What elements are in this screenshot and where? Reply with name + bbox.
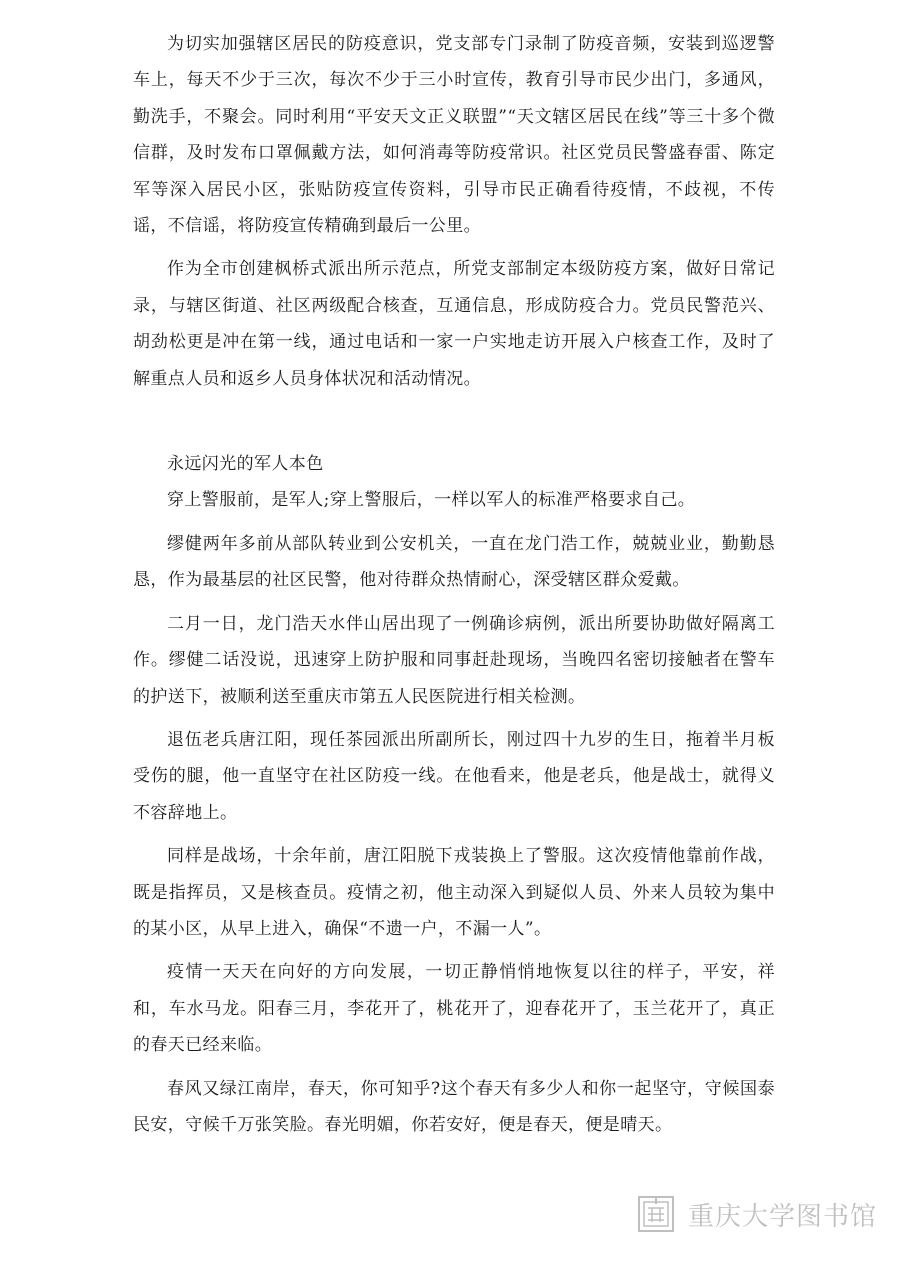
paragraph: 同样是战场，十余年前，唐江阳脱下戎装换上了警服。这次疫情他靠前作战，既是指挥员，又是核查员。疫情之初，他主动深入到疑似人员、外来人员较为集中的某小区，从早上进入，确保“不遗一户，不漏一人”。 — [133, 846, 775, 939]
paragraph: 缪健两年多前从部队转业到公安机关，一直在龙门浩工作，兢兢业业，勤勤恳恳，作为最基层的社区民警，他对待群众热情耐心，深受辖区群众爱戴。 — [133, 533, 775, 591]
article-body — [133, 26, 775, 1150]
paragraph: 穿上警服前，是军人;穿上警服后，一样以军人的标准严格要求自己。 — [167, 490, 696, 511]
section-spacer — [133, 404, 775, 446]
section-heading: 永远闪光的军人本色 — [167, 454, 324, 475]
library-seal-icon — [636, 1194, 676, 1234]
paragraph: 作为全市创建枫桥式派出所示范点，所党支部制定本级防疫方案，做好日常记录，与辖区街道、社区两级配合核查，互通信息，形成防疫合力。党员民警范兴、胡劲松更是冲在第一线，通过电话和一家一户实地走访开展入户核查工作，及时了解重点人员和返乡人员身体状况和活动情况。 — [133, 259, 775, 389]
paragraph: 疫情一天天在向好的方向发展，一切正静悄悄地恢复以往的样子，平安，祥和，车水马龙。阳春三月，李花开了，桃花开了，迎春花开了，玉兰花开了，真正的春天已经来临。 — [133, 962, 775, 1056]
watermark-text: 重庆大学图书馆 — [688, 1201, 878, 1232]
paragraph: 退伍老兵唐江阳，现任茶园派出所副所长，刚过四十九岁的生日，拖着半月板受伤的腿，他一直坚守在社区防疫一线。在他看来，他是老兵，他是战士，就得义不容辞地上。 — [133, 729, 775, 823]
paragraph: 为切实加强辖区居民的防疫意识，党支部专门录制了防疫音频，安装到巡逻警车上，每天不少于三次，每次不少于三小时宣传，教育引导市民少出门，多通风，勤洗手，不聚会。同时利用“平安天文正义联盟”“天文辖区居民在线”等三十多个微信群，及时发布口罩佩戴方法，如何消毒等防疫常识。社区党员民警盛春雷、陈定军等深入居民小区，张贴防疫宣传资料，引导市民正确看待疫情，不歧视，不传谣，不信谣，将防疫宣传精确到最后一公里。 — [133, 34, 775, 237]
paragraph: 二月一日，龙门浩天水伴山居出现了一例确诊病例，派出所要协助做好隔离工作。缪健二话没说，迅速穿上防护服和同事赶赴现场，当晚四名密切接触者在警车的护送下，被顺利送至重庆市第五人民医院进行相关检测。 — [133, 613, 775, 707]
library-watermark — [636, 1192, 877, 1236]
paragraph: 春风又绿江南岸，春天，你可知乎?这个春天有多少人和你一起坚守，守候国泰民安，守候千万张笑脸。春光明媚，你若安好，便是春天，便是晴天。 — [133, 1078, 775, 1135]
